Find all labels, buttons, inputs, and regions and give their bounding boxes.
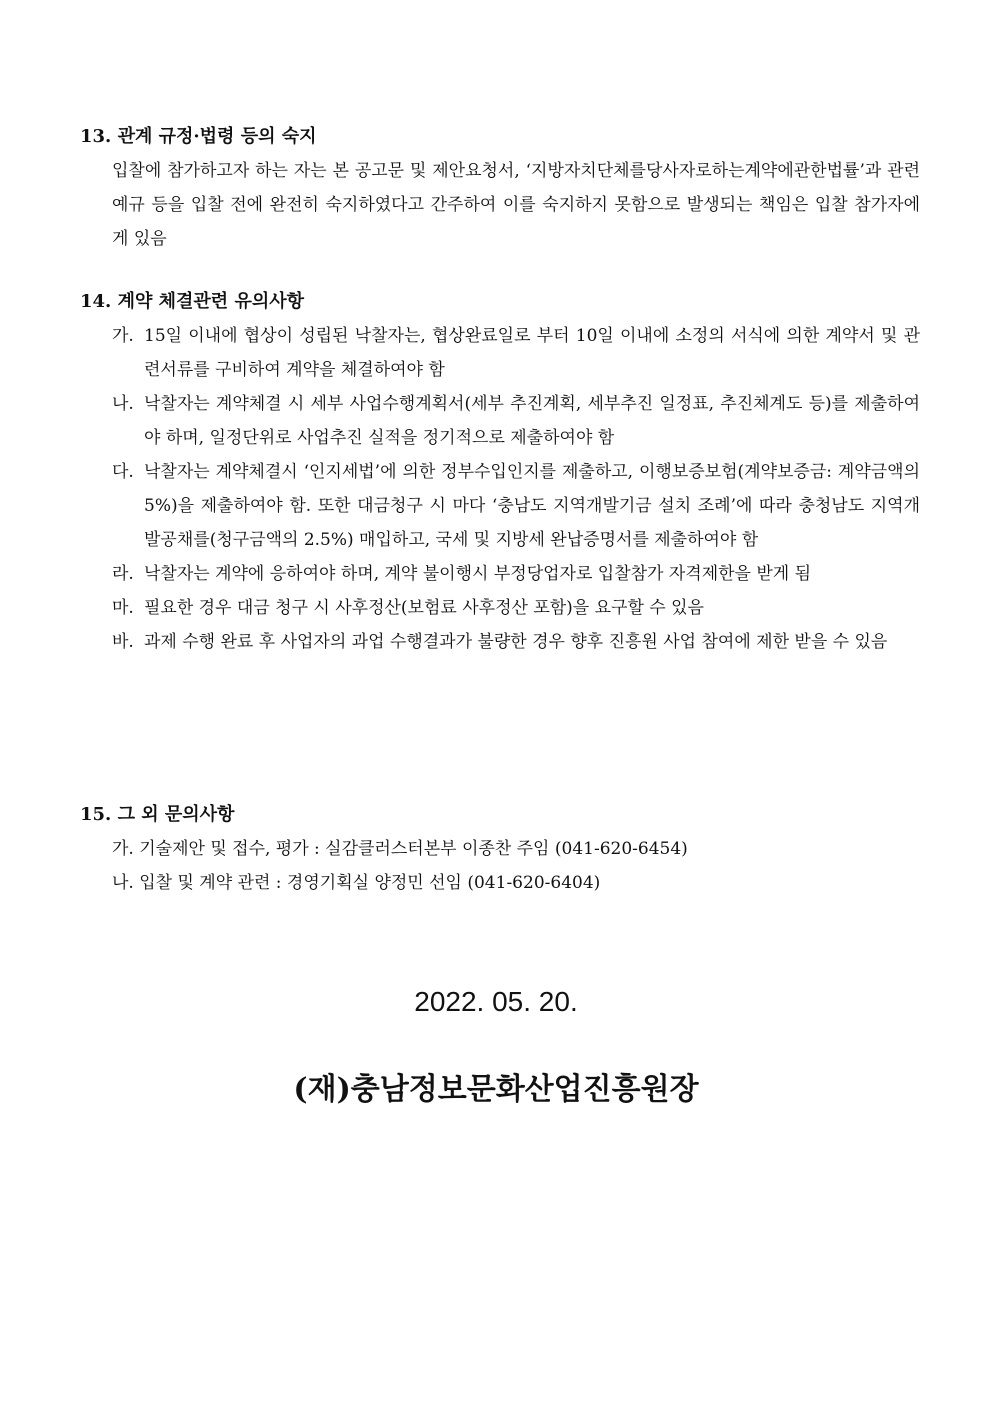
contact-line: 나. 입찰 및 계약 관련 : 경영기획실 양정민 선임 (041-620-6404) [112, 873, 601, 893]
section-15 [80, 798, 920, 900]
list-item [80, 387, 920, 455]
section-14 [80, 285, 920, 659]
list-item-text: 과제 수행 완료 후 사업자의 과업 수행결과가 불량한 경우 향후 진흥원 사업 참여에 제한 받을 수 있음 [144, 632, 888, 652]
issuing-organization: (재)충남정보문화산업진흥원장 [293, 1072, 699, 1107]
list-marker: 가. [112, 326, 134, 346]
list-item [80, 591, 920, 625]
section-13-body: 입찰에 참가하고자 하는 자는 본 공고문 및 제안요청서, ‘지방자치단체를당사자로하는계약에관한법률’과 관련 예규 등을 입찰 전에 완전히 숙지하였다고 간주하여 이를 숙지하지 못함으로 발생되는 책임은 입찰 참가자에게 있음 [112, 161, 920, 249]
list-marker: 나. [112, 394, 134, 414]
list-item-text: 낙찰자는 계약체결 시 세부 사업수행계획서(세부 추진계획, 세부추진 일정표, 추진체계도 등)를 제출하여야 하며, 일정단위로 사업추진 실적을 정기적으로 제출하여야 함 [144, 394, 920, 448]
list-item [80, 455, 920, 557]
list-item-text: 낙찰자는 계약체결시 ‘인지세법’에 의한 정부수입인지를 제출하고, 이행보증보험(계약보증금: 계약금액의 5%)을 제출하여야 함. 또한 대금청구 시 마다 ‘충남도 지역개발기금 설치 조례’에 따라 충청남도 지역개발공채를(청구금액의 2.5%) 매입하고, 국세 및 지방세 완납증명서를 제출하여야 함 [144, 462, 920, 550]
list-marker: 바. [112, 632, 134, 652]
list-item [80, 625, 920, 659]
contact-line: 가. 기술제안 및 접수, 평가 : 실감클러스터본부 이종찬 주임 (041-620-6454) [112, 839, 688, 859]
list-item-text: 필요한 경우 대금 청구 시 사후정산(보험료 사후정산 포함)을 요구할 수 있음 [144, 598, 704, 618]
list-marker: 다. [112, 462, 134, 482]
list-item [80, 319, 920, 387]
list-item-text: 15일 이내에 협상이 성립된 낙찰자는, 협상완료일로 부터 10일 이내에 소정의 서식에 의한 계약서 및 관련서류를 구비하여 계약을 체결하여야 함 [144, 326, 920, 380]
list-marker: 마. [112, 598, 134, 618]
document-date: 2022. 05. 20. [414, 986, 578, 1017]
list-marker: 라. [112, 564, 134, 584]
section-13 [80, 120, 920, 256]
list-item [80, 557, 920, 591]
section-14-heading: 14. 계약 체결관련 유의사항 [80, 291, 304, 312]
list-item-text: 낙찰자는 계약에 응하여야 하며, 계약 불이행시 부정당업자로 입찰참가 자격제한을 받게 됨 [144, 564, 812, 584]
section-15-heading: 15. 그 외 문의사항 [80, 804, 235, 825]
section-13-heading: 13. 관계 규정·법령 등의 숙지 [80, 126, 317, 147]
